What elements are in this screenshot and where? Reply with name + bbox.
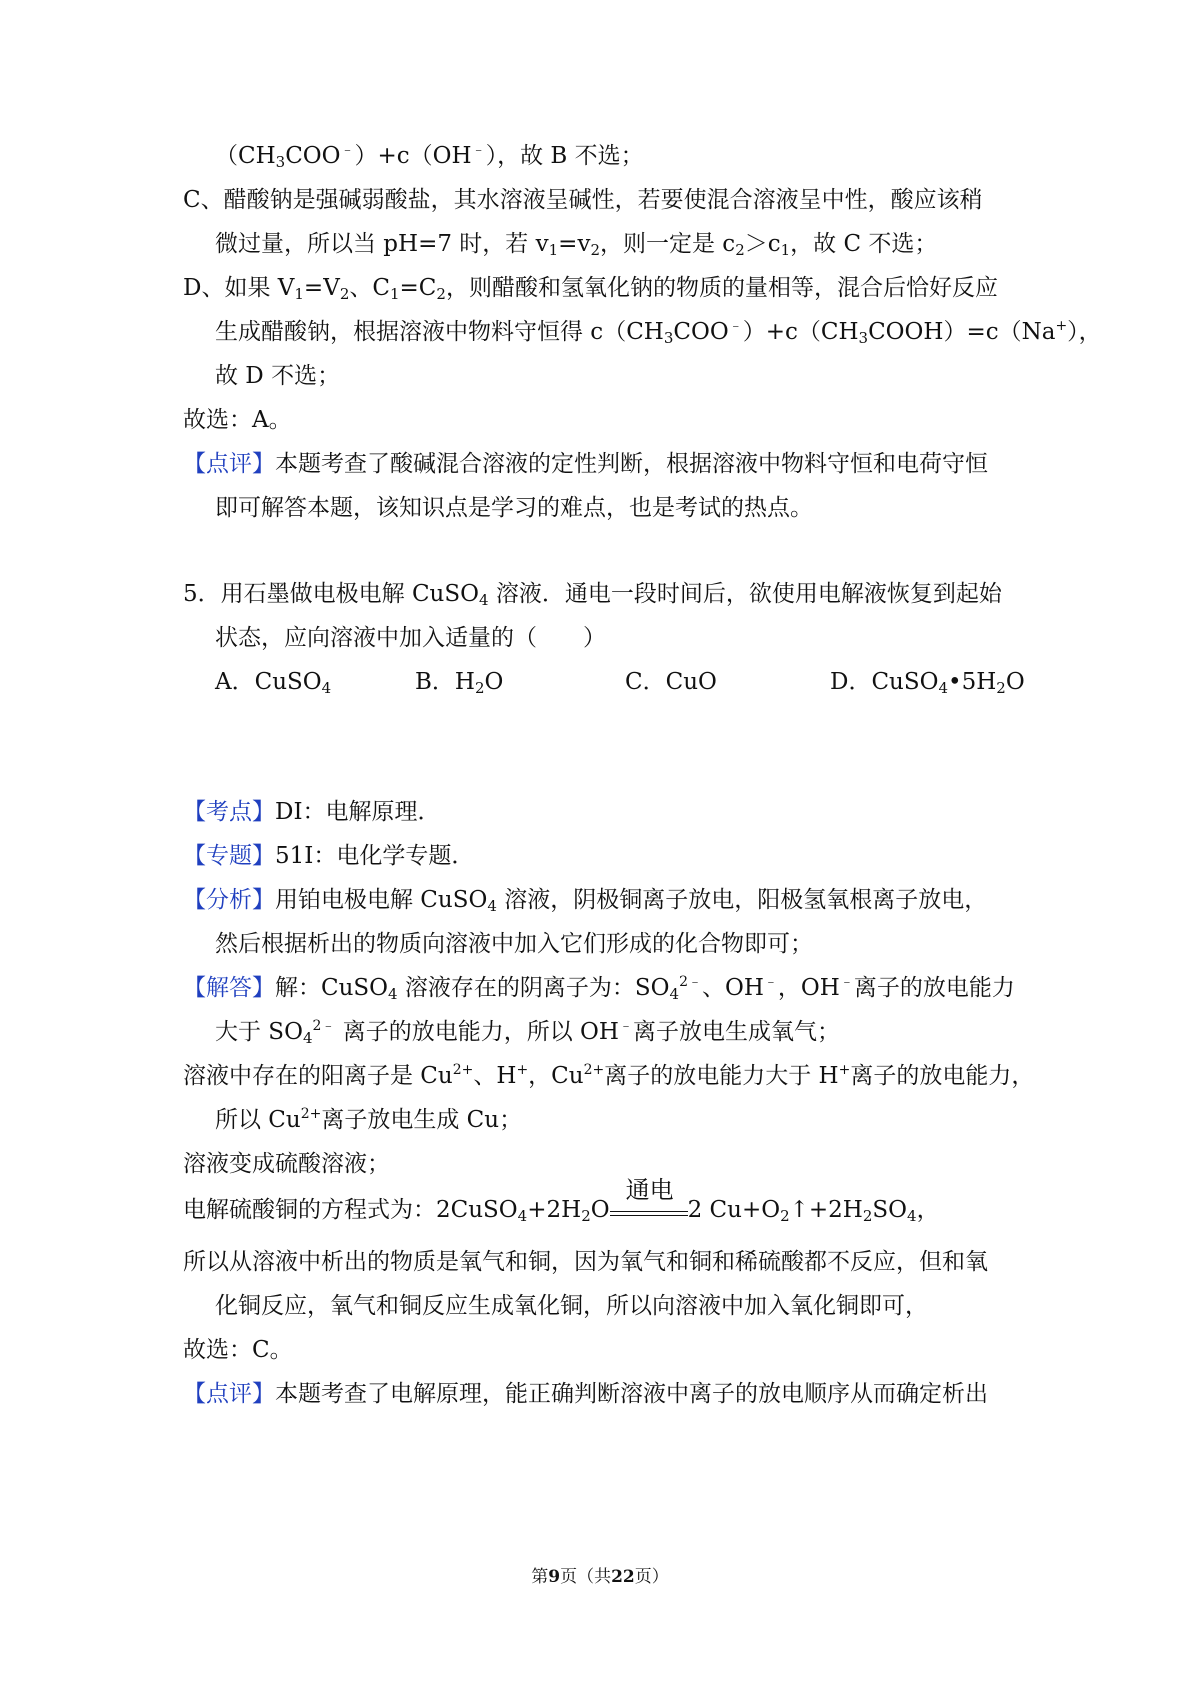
- option-c: C．CuO: [625, 669, 717, 695]
- text-line: 大于 $SO_4^{2﹣}$ 离子的放电能力，所以 OH﹣离子放电生成氧气；: [215, 1018, 840, 1047]
- answer-line: 故选：C。: [183, 1337, 293, 1363]
- text-line: 生成醋酸钠，根据溶液中物料守恒得 $c(CH_3COO^﹣)+c(CH_3COOH)=c(Na^+)$，: [215, 318, 1102, 347]
- equation-line: [183, 1176, 1033, 1226]
- answer-line: 故选：A。: [183, 407, 292, 433]
- question-5-stem: 5．用石墨做电极电解 CuSO$_4$ 溶液．通电一段时间后，欲使用电解液恢复到起始: [183, 581, 1002, 609]
- zhuanti-text: 51I：电化学专题．: [275, 843, 475, 869]
- fenxi-tag: 【分析】: [183, 887, 275, 913]
- text-line: 然后根据析出的物质向溶液中加入它们形成的化合物即可；: [215, 931, 813, 957]
- comment-line: [183, 448, 1033, 480]
- option-d: D．$CuSO_4•5H_2O$: [830, 669, 1025, 697]
- equation-right: 2 $Cu+O_2↑+2H_2SO_4$，: [687, 1197, 940, 1225]
- page-number: 9: [548, 1567, 561, 1587]
- question-5-stem: 状态，应向溶液中加入适量的（ ）: [215, 625, 606, 651]
- comment-line: [183, 1378, 1033, 1410]
- text-line: 溶液中存在的阳离子是 $Cu^{2+}$、H+，$Cu^{2+}$离子的放电能力大于 H+离子的放电能力，: [183, 1062, 1035, 1089]
- comment-tag: 【点评】: [183, 1381, 275, 1407]
- text-line: D、如果 $V_1=V_2$、$C_1=C_2$，则醋酸和氢氧化钠的物质的量相等，混合后恰好反应: [183, 275, 998, 303]
- total-pages: 22: [611, 1567, 635, 1587]
- text-line: 故 D 不选；: [215, 363, 341, 389]
- jieda-text: 解：CuSO$_4$ 溶液存在的阴离子为：$SO_4^{2﹣}$、OH﹣，OH﹣离子的放电能力: [275, 974, 1015, 1003]
- jieda-tag: 【解答】: [183, 975, 275, 1001]
- comment-text: 本题考查了电解原理，能正确判断溶液中离子的放电顺序从而确定析出: [275, 1381, 988, 1407]
- text-line: C、醋酸钠是强碱弱酸盐，其水溶液呈碱性，若要使混合溶液呈中性，酸应该稍: [183, 187, 983, 213]
- text-line: $(CH_3COO^﹣)+c(OH^﹣)$，故 B 不选；: [215, 142, 644, 171]
- text-line: 化铜反应，氧气和铜反应生成氧化铜，所以向溶液中加入氧化铜即可，: [215, 1293, 928, 1319]
- comment-text: 本题考查了酸碱混合溶液的定性判断，根据溶液中物料守恒和电荷守恒: [275, 451, 988, 477]
- kaodian-text: DI：电解原理．: [275, 799, 441, 825]
- text-line: 所以 $Cu^{2+}$离子放电生成 Cu；: [215, 1106, 523, 1133]
- equation-left: 电解硫酸铜的方程式为：$2CuSO_4+2H_2O$: [183, 1197, 610, 1225]
- option-b: B．$H_2O$: [415, 669, 504, 697]
- comment-tag: 【点评】: [183, 451, 275, 477]
- option-a: A．CuSO$_4$: [215, 669, 332, 697]
- page-footer: 第9页（共22页）: [531, 1567, 669, 1587]
- text-line: 微过量，所以当 pH=7 时，若 $v_1=v_2$，则一定是 $c_2>c_1$，故 C 不选；: [215, 231, 938, 259]
- zhuanti-tag: 【专题】: [183, 843, 275, 869]
- kaodian-line: [183, 796, 1033, 828]
- jieda-line: [183, 972, 1033, 1004]
- text-line: 即可解答本题，该知识点是学习的难点，也是考试的热点。: [215, 495, 813, 521]
- fenxi-text: 用铂电极电解 CuSO$_4$ 溶液，阴极铜离子放电，阳极氢氧根离子放电，: [275, 887, 988, 915]
- text-line: 所以从溶液中析出的物质是氧气和铜，因为氧气和铜和稀硫酸都不反应，但和氧: [183, 1249, 988, 1275]
- zhuanti-line: [183, 840, 1033, 872]
- reaction-condition-arrow: [610, 1176, 688, 1226]
- fenxi-line: [183, 884, 1033, 916]
- kaodian-tag: 【考点】: [183, 799, 275, 825]
- reaction-condition: 通电: [625, 1176, 674, 1204]
- text-line: 溶液变成硫酸溶液；: [183, 1151, 390, 1177]
